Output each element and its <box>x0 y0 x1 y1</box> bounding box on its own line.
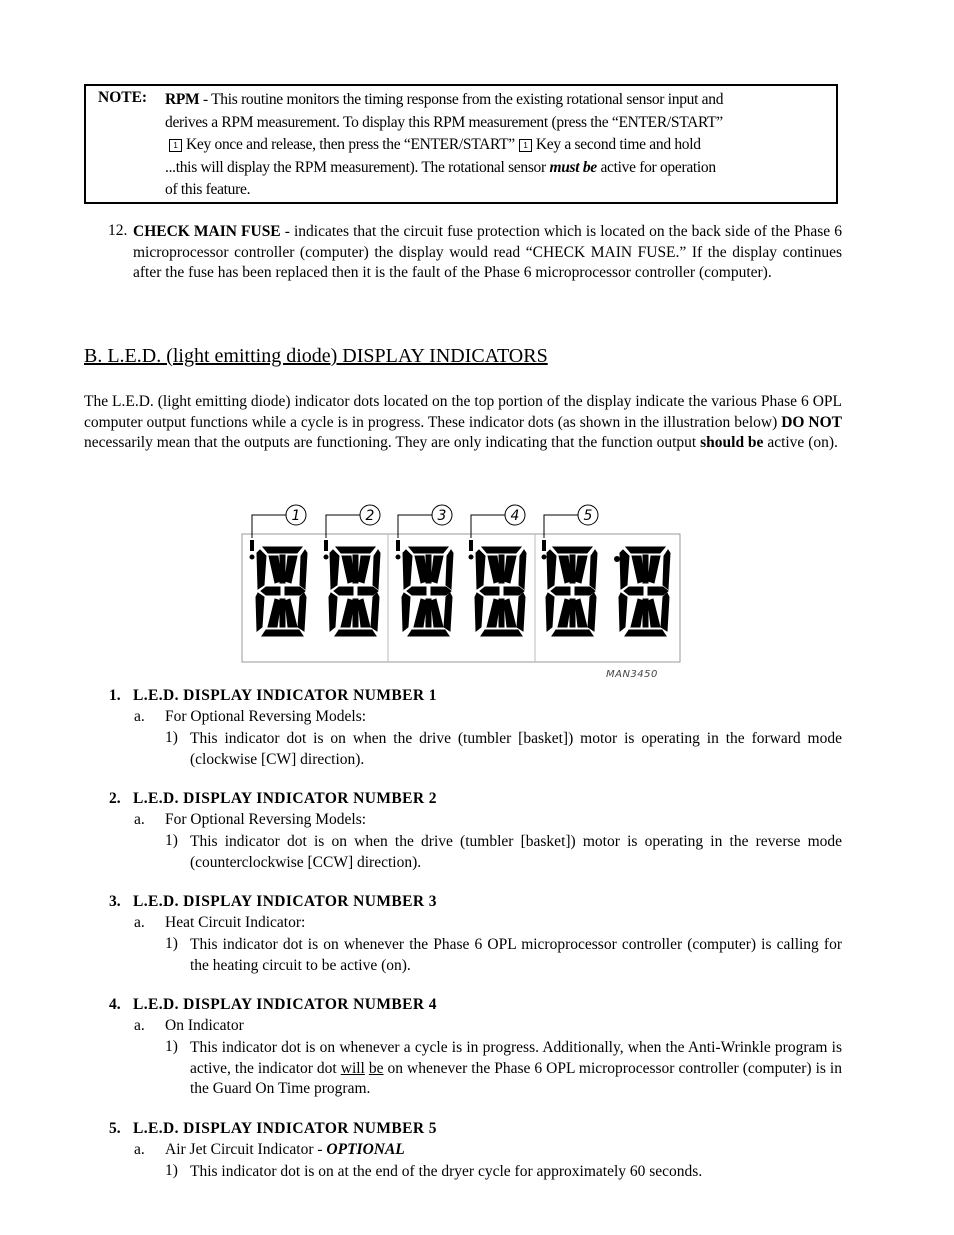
sub-text: Air Jet Circuit Indicator - OPTIONAL <box>165 1141 405 1158</box>
figure-label: MAN3450 <box>606 669 658 680</box>
section-intro: The L.E.D. (light emitting diode) indicator dots located on the top portion of the display indicate the various Phase 6 OPL computer output functions while a cycle is in progress. These indicator dots (as shown in the illustration below) DO NOT necessarily mean that the outputs are functioning. They are only indicating that the function output should be active (on). <box>84 393 842 452</box>
sub-text: For Optional Reversing Models: <box>165 708 367 725</box>
key-1-icon: 1 <box>519 139 532 152</box>
sub-letter: a. <box>134 1141 145 1158</box>
item-12-text: CHECK MAIN FUSE - indicates that the circuit fuse protection which is located on the back side of the Phase 6 microprocessor controller (computer) the display would read “CHECK MAIN FUSE.” If the display continues after the fuse has been replaced then it is the fault of the Phase 6 microprocessor controller (computer). <box>133 223 842 282</box>
section-heading: B. L.E.D. (light emitting diode) DISPLAY INDICATORS <box>84 345 548 367</box>
detail-text: This indicator dot is on when the drive (tumbler [basket]) motor is operating in the forward mode (clockwise [CW] direction). <box>190 730 842 768</box>
sub-letter: a. <box>134 708 145 725</box>
item-number: 12. <box>108 222 128 239</box>
detail-number: 1) <box>165 729 178 746</box>
led-display-figure <box>240 500 685 666</box>
detail-number: 1) <box>165 1162 178 1179</box>
list-number: 2. <box>109 790 121 807</box>
detail-text: This indicator dot is on whenever the Phase 6 OPL microprocessor controller (computer) is calling for the heating circuit to be active (on). <box>190 936 842 974</box>
sub-text: Heat Circuit Indicator: <box>165 914 306 931</box>
indicator-title: L.E.D. DISPLAY INDICATOR NUMBER 2 <box>133 790 437 807</box>
sub-letter: a. <box>134 1017 145 1034</box>
callout-1: 1 <box>291 508 301 524</box>
detail-number: 1) <box>165 832 178 849</box>
sub-text: On Indicator <box>165 1017 244 1034</box>
detail-number: 1) <box>165 1038 178 1055</box>
list-number: 5. <box>109 1120 121 1137</box>
list-number: 1. <box>109 687 121 704</box>
indicator-title: L.E.D. DISPLAY INDICATOR NUMBER 1 <box>133 687 437 704</box>
note-term: RPM <box>165 91 200 108</box>
indicator-title: L.E.D. DISPLAY INDICATOR NUMBER 3 <box>133 893 437 910</box>
list-number: 3. <box>109 893 121 910</box>
detail-text: This indicator dot is on whenever a cycle is in progress. Additionally, when the Anti-Wrinkle program is active, the indicator dot will be on whenever the Phase 6 OPL microprocessor controller (computer) is in the Guard On Time program. <box>190 1039 842 1098</box>
callout-5: 5 <box>583 508 593 524</box>
callout-3: 3 <box>437 508 447 524</box>
detail-number: 1) <box>165 935 178 952</box>
sub-text: For Optional Reversing Models: <box>165 811 367 828</box>
note-label: NOTE: <box>98 89 148 106</box>
note-body: RPM - This routine monitors the timing response from the existing rotational sensor input and derives a RPM measurement. To display this RPM measurement (press the “ENTER/START” 1 Key once and release, then press the “ENTER/START” 1 Key a second time and hold ...this will display the RPM measurement). The rotational sensor must be active for operation of this feature. <box>165 91 724 198</box>
callout-4: 4 <box>510 508 520 524</box>
sub-letter: a. <box>134 914 145 931</box>
detail-text: This indicator dot is on at the end of the dryer cycle for approximately 60 seconds. <box>190 1163 703 1180</box>
callout-2: 2 <box>365 508 375 524</box>
sub-letter: a. <box>134 811 145 828</box>
detail-text: This indicator dot is on when the drive (tumbler [basket]) motor is operating in the reverse mode (counterclockwise [CCW] direction). <box>190 833 842 871</box>
indicator-title: L.E.D. DISPLAY INDICATOR NUMBER 5 <box>133 1120 437 1137</box>
list-number: 4. <box>109 996 121 1013</box>
key-1-icon: 1 <box>169 139 182 152</box>
indicator-title: L.E.D. DISPLAY INDICATOR NUMBER 4 <box>133 996 437 1013</box>
